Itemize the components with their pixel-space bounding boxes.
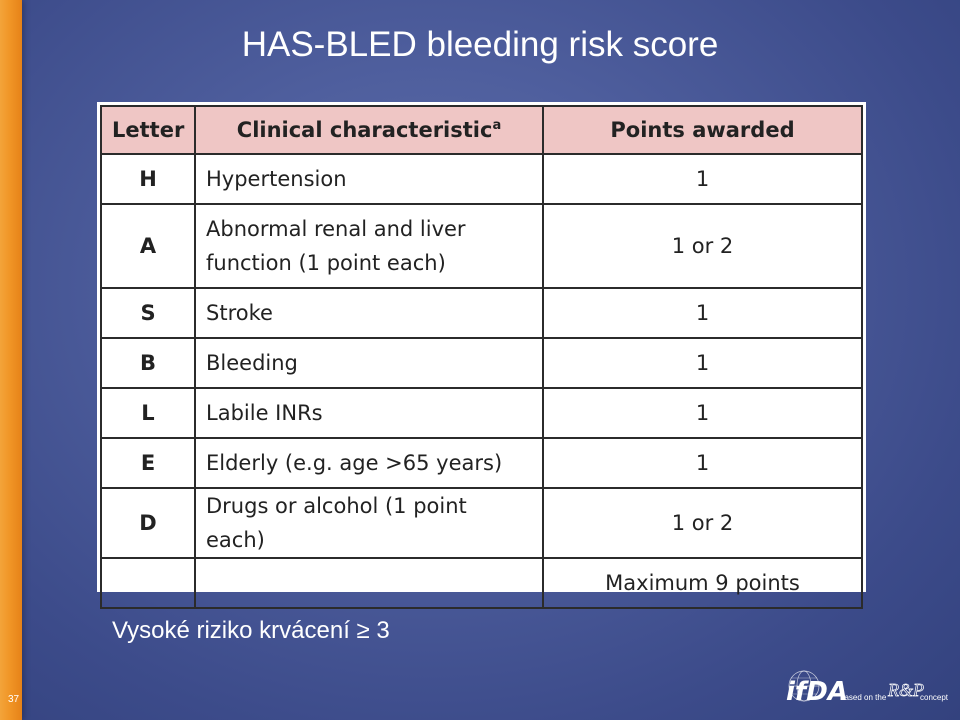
row-characteristic: Bleeding	[195, 338, 543, 388]
logo-mark: ifDA	[786, 677, 848, 707]
row-letter	[101, 558, 195, 608]
table-row	[101, 388, 862, 438]
header-clinical-characteristic-label: Clinical characteristic	[236, 118, 493, 142]
row-letter: L	[101, 388, 195, 438]
row-points: 1	[543, 438, 862, 488]
table-row	[101, 438, 862, 488]
row-points: 1 or 2	[543, 204, 862, 288]
row-letter: D	[101, 488, 195, 558]
row-letter: H	[101, 154, 195, 204]
row-characteristic	[195, 558, 543, 608]
row-points: 1	[543, 388, 862, 438]
row-points-maximum: Maximum 9 points	[543, 558, 862, 608]
row-letter: A	[101, 204, 195, 288]
logo-tagline-suffix: concept	[920, 693, 949, 702]
left-accent-stripe	[0, 0, 22, 720]
table-row	[101, 154, 862, 204]
header-letter: Letter	[101, 106, 195, 154]
row-letter: S	[101, 288, 195, 338]
row-points: 1 or 2	[543, 488, 862, 558]
header-points-awarded: Points awarded	[543, 106, 862, 154]
row-characteristic: Labile INRs	[195, 388, 543, 438]
row-characteristic: Elderly (e.g. age >65 years)	[195, 438, 543, 488]
row-characteristic: Drugs or alcohol (1 point each)	[195, 488, 543, 558]
header-clinical-characteristic	[195, 106, 543, 154]
table-row	[101, 288, 862, 338]
table-row	[101, 488, 862, 558]
high-risk-note: Vysoké riziko krvácení ≥ 3	[112, 617, 390, 644]
ifda-logo	[782, 668, 952, 712]
slide-title: HAS-BLED bleeding risk score	[241, 25, 719, 64]
has-bled-table-panel	[97, 102, 866, 595]
row-points: 1	[543, 288, 862, 338]
logo-tagline-prefix: based on the	[840, 693, 887, 702]
row-characteristic: Abnormal renal and liver function (1 point each)	[195, 204, 543, 288]
row-points: 1	[543, 338, 862, 388]
logo-tagline-mark: R&P	[888, 680, 924, 700]
has-bled-table	[100, 105, 863, 609]
header-footnote-marker: a	[492, 118, 502, 133]
row-characteristic: Hypertension	[195, 154, 543, 204]
row-letter: B	[101, 338, 195, 388]
row-letter: E	[101, 438, 195, 488]
table-row	[101, 338, 862, 388]
row-points: 1	[543, 154, 862, 204]
table-row	[101, 204, 862, 288]
row-characteristic: Stroke	[195, 288, 543, 338]
table-row-total	[101, 558, 862, 608]
table-header-row	[101, 106, 862, 154]
page-number: 37	[8, 694, 20, 705]
